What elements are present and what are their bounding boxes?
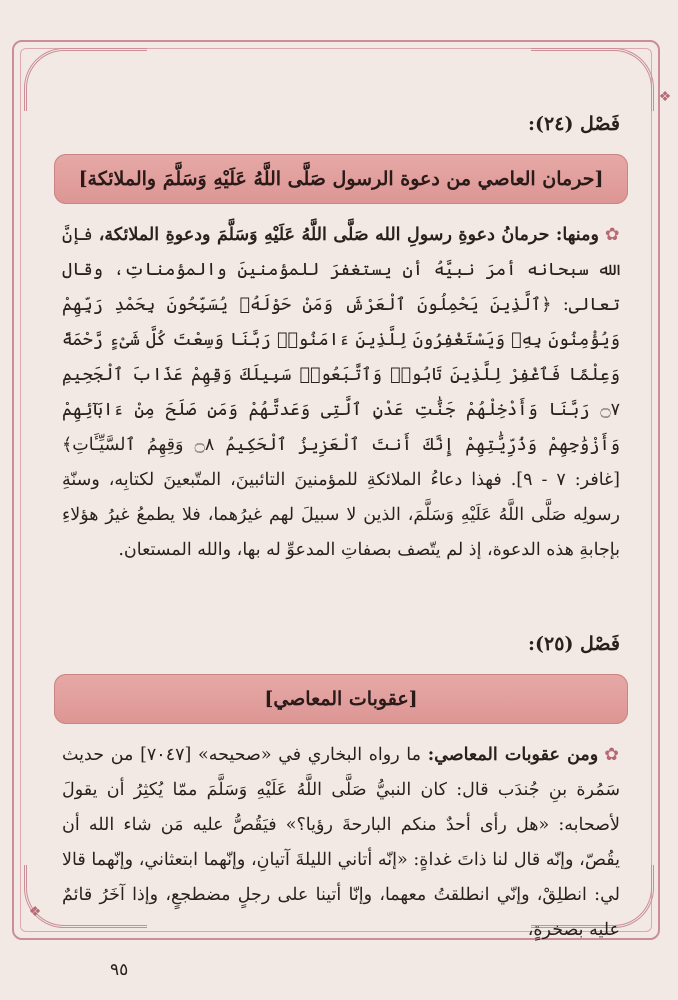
side-ornament-icon: ❖ — [28, 904, 42, 920]
section-label: فَصْل (٢٥): — [528, 633, 620, 655]
paragraph-lead: ومن عقوبات المعاصي: — [427, 745, 599, 765]
page-content — [62, 104, 620, 948]
flower-ornament-icon: ✿ — [604, 745, 620, 765]
corner-ornament — [24, 48, 147, 111]
section-heading: [حرمان العاصي من دعوة الرسول صَلَّى اللَّهُ عَلَيْهِ وَسَلَّمَ والملائكة] — [78, 167, 604, 190]
paragraph — [62, 218, 620, 568]
section-label: فَصْل (٢٤): — [528, 113, 620, 135]
page-number: ٩٥ — [110, 960, 129, 980]
section-heading: [عقوبات المعاصي] — [264, 687, 418, 710]
paragraph-body: ما رواه البخاري في «صحيحه» [٧٠٤٧] من حديث سَمُرة بنِ جُندَب قال: كان النبيُّ صَلَّى اللَّهُ عَلَيْهِ وَسَلَّمَ ممّا يُكثِرُ أن يقولَ لأصحابه: «هل رأى أحدٌ منكم البارحةَ رؤيا؟» فيَقُصُّ عليه مَن شاء الله أن يقُصّ، وإنّه قال لنا ذاتَ غداةٍ: «إنّه أتاني الليلةَ آتيانِ، وإنّهما ابتعثاني، وإنّهما قالا لي: انطلِقْ، وإنّي انطلقتُ معهما، وإنّا أتينا على رجلٍ مضطجعٍ، وإذا آخَرُ قائمٌ عليه بصخرةٍ، — [62, 745, 620, 940]
corner-ornament — [531, 48, 654, 111]
flower-ornament-icon: ✿ — [604, 225, 620, 245]
section-heading-banner — [54, 674, 628, 724]
section-heading-banner — [54, 154, 628, 204]
paragraph-lead: ومنها: حرمانُ دعوةِ رسولِ الله صَلَّى اللَّهُ عَلَيْهِ وَسَلَّمَ ودعوةِ الملائكة، — [98, 225, 599, 245]
paragraph-body: فإنَّ الله سبحانه أمرَ نبيَّهُ أن يستغفرَ للمؤمنينَ والمؤمناتِ، وقال تعالى: ﴿ٱلَّذِينَ يَحْمِلُونَ ٱلْعَرْشَ وَمَنْ حَوْلَهُۥ يُسَبِّحُونَ بِحَمْدِ رَبِّهِمْ وَيُؤْمِنُونَ بِهِۦ وَيَسْتَغْفِرُونَ لِلَّذِينَ ءَامَنُوا۟ رَبَّنَا وَسِعْتَ كُلَّ شَىْءٍ رَّحْمَةً وَعِلْمًا فَٱغْفِرْ لِلَّذِينَ تَابُوا۟ وَٱتَّبَعُوا۟ سَبِيلَكَ وَقِهِمْ عَذَابَ ٱلْجَحِيمِ ۝٧ رَبَّنَا وَأَدْخِلْهُمْ جَنَّٰتِ عَدْنٍ ٱلَّتِى وَعَدتَّهُمْ وَمَن صَلَحَ مِنْ ءَابَآئِهِمْ وَأَزْوَٰجِهِمْ وَذُرِّيَّٰتِهِمْ إِنَّكَ أَنتَ ٱلْعَزِيزُ ٱلْحَكِيمُ ۝٨ وَقِهِمُ ٱلسَّيِّـَٔاتِ﴾ [غافر: ٧ - ٩]. فهذا دعاءُ الملائكةِ للمؤمنينَ التائبينَ، المتّبعينَ لكتابِه، وسنّةِ رسولِه صَلَّى اللَّهُ عَلَيْهِ وَسَلَّمَ، الذين لا سبيلَ لهم غيرُهما، فلا يطمعُ غيرُ هؤلاءِ بإجابةِ هذه الدعوة، إذ لم يتّصف بصفاتِ المدعوِّ له بها، والله المستعان. — [62, 225, 621, 560]
side-ornament-icon: ❖ — [658, 89, 672, 105]
paragraph — [62, 738, 620, 948]
